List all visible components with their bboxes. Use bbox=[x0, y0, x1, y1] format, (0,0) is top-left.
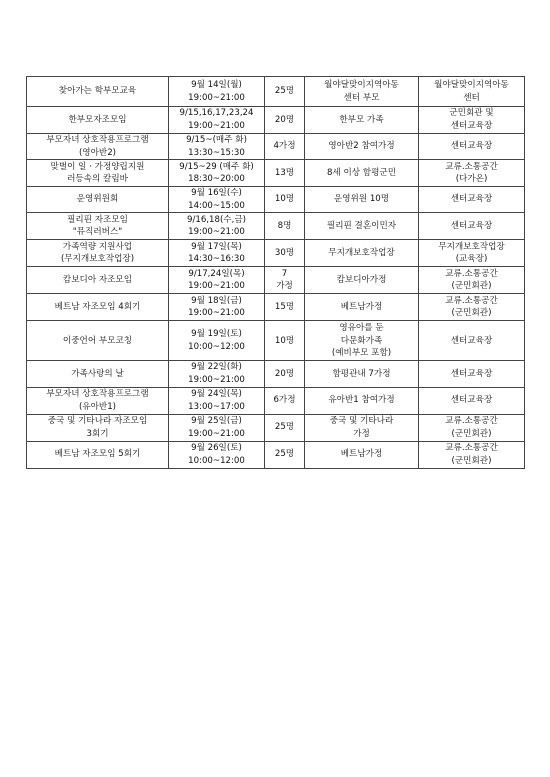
count-cell bbox=[265, 294, 305, 321]
count-cell bbox=[265, 134, 305, 160]
table-row bbox=[27, 107, 525, 134]
datetime-text: 14:00~15:00 bbox=[188, 200, 245, 211]
program-text: 찾아가는 학부모교육 bbox=[58, 86, 137, 97]
place-text: 센터교육장 bbox=[450, 141, 493, 152]
target-cell bbox=[305, 240, 419, 267]
target-text: 베트남가정 bbox=[340, 302, 383, 313]
place-text: 센터교육장 bbox=[450, 121, 493, 131]
target-cell bbox=[305, 414, 419, 441]
place-text: (군민회관) bbox=[451, 281, 492, 292]
place-text: 군민회관 및 bbox=[449, 108, 494, 119]
target-cell bbox=[305, 160, 419, 187]
target-text: 영유아를 둔 bbox=[339, 322, 384, 333]
datetime-text: 9월 14일(월) bbox=[191, 79, 242, 90]
target-text: 무지개보호작업장 bbox=[328, 248, 395, 259]
target-text: 베트남가정 bbox=[340, 449, 383, 460]
datetime-text: 9월 25일(금) bbox=[191, 415, 242, 426]
datetime-text: 14:30~16:30 bbox=[188, 254, 245, 265]
datetime-text: 13:00~17:00 bbox=[188, 401, 245, 412]
place-text: 교류.소통공간 bbox=[445, 442, 498, 453]
place-cell bbox=[419, 240, 525, 267]
count-text: 가정 bbox=[276, 281, 293, 292]
datetime-text: 19:00~21:00 bbox=[188, 374, 245, 385]
program-text: 부모자녀 상호작용프로그램 bbox=[46, 388, 149, 399]
count-text: 20명 bbox=[274, 114, 295, 125]
table-row bbox=[27, 387, 525, 414]
count-cell bbox=[265, 187, 305, 213]
datetime-text: 9/17,24일(목) bbox=[188, 268, 245, 279]
count-cell bbox=[265, 321, 305, 361]
count-text: 20명 bbox=[274, 368, 295, 379]
target-text: 다문화가족 bbox=[340, 335, 383, 346]
count-cell bbox=[265, 387, 305, 414]
datetime-cell bbox=[169, 441, 265, 468]
schedule-table bbox=[26, 76, 525, 469]
count-cell bbox=[265, 414, 305, 441]
table-row bbox=[27, 267, 525, 294]
target-cell bbox=[305, 77, 419, 107]
target-text: 중국 및 기타나라 bbox=[329, 415, 394, 426]
table-row bbox=[27, 160, 525, 187]
program-cell bbox=[27, 187, 169, 213]
table-row bbox=[27, 213, 525, 240]
datetime-text: 9월 16일(수) bbox=[191, 188, 242, 199]
place-cell bbox=[419, 441, 525, 468]
place-cell bbox=[419, 361, 525, 387]
program-cell bbox=[27, 134, 169, 160]
program-text: 베트남 자조모임 5회기 bbox=[54, 449, 141, 460]
target-cell bbox=[305, 187, 419, 213]
target-cell bbox=[305, 134, 419, 160]
target-cell bbox=[305, 107, 419, 134]
place-cell bbox=[419, 414, 525, 441]
target-cell bbox=[305, 294, 419, 321]
datetime-text: 9월 18일(금) bbox=[191, 295, 242, 306]
program-cell bbox=[27, 240, 169, 267]
datetime-text: 19:00~21:00 bbox=[188, 92, 245, 103]
place-cell bbox=[419, 134, 525, 160]
count-cell bbox=[265, 160, 305, 187]
program-cell bbox=[27, 294, 169, 321]
table-row bbox=[27, 187, 525, 213]
datetime-text: 9월 24일(목) bbox=[191, 388, 242, 399]
place-text: 센터교육장 bbox=[450, 335, 493, 346]
place-text: 무지개보호작업장 bbox=[438, 241, 505, 252]
table-row bbox=[27, 441, 525, 468]
program-text: 필리핀 자조모임 bbox=[67, 214, 128, 225]
place-text: 센터교육장 bbox=[450, 221, 493, 232]
program-cell bbox=[27, 321, 169, 361]
place-cell bbox=[419, 213, 525, 240]
place-cell bbox=[419, 321, 525, 361]
datetime-text: 13:30~15:30 bbox=[188, 147, 245, 158]
target-text: 가정 bbox=[353, 428, 370, 439]
target-text: 운영위원 10명 bbox=[333, 194, 390, 205]
program-cell bbox=[27, 213, 169, 240]
datetime-text: 9월 17일(목) bbox=[191, 241, 242, 252]
program-text: 베트남 자조모임 4회기 bbox=[54, 302, 141, 313]
table-row bbox=[27, 134, 525, 160]
count-text: 4가정 bbox=[273, 141, 296, 152]
target-cell bbox=[305, 441, 419, 468]
program-cell bbox=[27, 441, 169, 468]
datetime-cell bbox=[169, 187, 265, 213]
target-text: 한부모 가족 bbox=[339, 114, 384, 125]
count-text: 6가정 bbox=[273, 395, 296, 406]
count-text: 25명 bbox=[274, 86, 295, 97]
datetime-text: 10:00~12:00 bbox=[188, 455, 245, 466]
datetime-cell bbox=[169, 213, 265, 240]
program-text: (무지개보호작업장) bbox=[60, 254, 135, 265]
program-cell bbox=[27, 267, 169, 294]
target-cell bbox=[305, 267, 419, 294]
place-text: (군민회관) bbox=[451, 308, 492, 319]
schedule-table-body bbox=[27, 77, 525, 469]
program-text: "뮤직러버스" bbox=[72, 227, 123, 238]
program-text: 운영위원회 bbox=[76, 194, 119, 205]
place-cell bbox=[419, 267, 525, 294]
program-text: 가족사랑의 날 bbox=[71, 368, 124, 379]
place-cell bbox=[419, 160, 525, 187]
count-cell bbox=[265, 240, 305, 267]
count-text: 25명 bbox=[274, 422, 295, 433]
datetime-cell bbox=[169, 361, 265, 387]
datetime-text: 9월 19일(토) bbox=[191, 329, 242, 340]
datetime-cell bbox=[169, 160, 265, 187]
table-row bbox=[27, 240, 525, 267]
datetime-text: 18:30~20:00 bbox=[188, 174, 245, 185]
table-row bbox=[27, 321, 525, 361]
datetime-text: 9월 26일(토) bbox=[191, 442, 242, 453]
count-cell bbox=[265, 441, 305, 468]
target-text: (예비부모 포함) bbox=[331, 348, 392, 359]
count-text: 7 bbox=[281, 268, 288, 279]
datetime-text: 19:00~21:00 bbox=[188, 121, 245, 131]
datetime-cell bbox=[169, 387, 265, 414]
datetime-cell bbox=[169, 321, 265, 361]
datetime-cell bbox=[169, 294, 265, 321]
count-cell bbox=[265, 213, 305, 240]
target-text: 영아반2 참여가정 bbox=[328, 141, 395, 152]
datetime-text: 9/15~29 (매주 화) bbox=[179, 161, 254, 172]
target-text: 함평관내 7가정 bbox=[332, 368, 391, 379]
place-text: (군민회관) bbox=[451, 428, 492, 439]
target-text: 월야달맞이지역아동 bbox=[324, 79, 399, 90]
target-cell bbox=[305, 213, 419, 240]
datetime-cell bbox=[169, 414, 265, 441]
count-cell bbox=[265, 77, 305, 107]
count-text: 25명 bbox=[274, 449, 295, 460]
program-cell bbox=[27, 77, 169, 107]
datetime-text: 9/15~(매주 화) bbox=[186, 135, 247, 145]
table-row bbox=[27, 414, 525, 441]
target-cell bbox=[305, 321, 419, 361]
target-text: 8세 이상 함평군민 bbox=[326, 167, 397, 178]
datetime-text: 10:00~12:00 bbox=[188, 341, 245, 352]
datetime-text: 19:00~21:00 bbox=[188, 308, 245, 319]
program-text: (영아반2) bbox=[78, 147, 117, 158]
program-text: 가족역량 지원사업 bbox=[62, 241, 133, 252]
program-cell bbox=[27, 414, 169, 441]
count-cell bbox=[265, 267, 305, 294]
program-text: (유아반1) bbox=[78, 401, 117, 412]
target-text: 센터 부모 bbox=[343, 92, 380, 103]
place-text: 센터교육장 bbox=[450, 368, 493, 379]
target-text: 유아반1 참여가정 bbox=[328, 395, 395, 406]
place-cell bbox=[419, 187, 525, 213]
program-text: 부모자녀 상호작용프로그램 bbox=[46, 135, 149, 145]
datetime-text: 19:00~21:00 bbox=[188, 428, 245, 439]
count-text: 15명 bbox=[274, 302, 295, 313]
place-text: (군민회관) bbox=[451, 455, 492, 466]
datetime-text: 9월 22일(화) bbox=[191, 362, 242, 373]
place-cell bbox=[419, 77, 525, 107]
program-cell bbox=[27, 107, 169, 134]
count-cell bbox=[265, 107, 305, 134]
count-cell bbox=[265, 361, 305, 387]
target-cell bbox=[305, 387, 419, 414]
program-text: 맞벌이 일 · 가정양립지원 bbox=[50, 161, 145, 172]
place-text: 월야달맞이지역아동 bbox=[434, 79, 509, 90]
target-cell bbox=[305, 361, 419, 387]
datetime-text: 19:00~21:00 bbox=[188, 227, 245, 238]
program-text: 이중언어 부모코칭 bbox=[62, 335, 133, 346]
program-cell bbox=[27, 387, 169, 414]
place-cell bbox=[419, 294, 525, 321]
program-cell bbox=[27, 160, 169, 187]
program-text: 중국 및 기타나라 자조모임 bbox=[47, 415, 148, 426]
place-text: 교류.소통공간 bbox=[445, 295, 498, 306]
datetime-cell bbox=[169, 267, 265, 294]
target-text: 필리핀 결혼이민자 bbox=[326, 221, 397, 232]
table-row bbox=[27, 361, 525, 387]
datetime-text: 19:00~21:00 bbox=[188, 281, 245, 292]
count-text: 13명 bbox=[274, 167, 295, 178]
count-text: 8명 bbox=[277, 221, 292, 232]
datetime-cell bbox=[169, 107, 265, 134]
place-text: (교육장) bbox=[455, 254, 488, 265]
datetime-cell bbox=[169, 134, 265, 160]
program-text: 3회기 bbox=[86, 428, 109, 439]
datetime-text: 9/15,16,17,23,24 bbox=[179, 108, 254, 119]
table-row bbox=[27, 77, 525, 107]
datetime-cell bbox=[169, 77, 265, 107]
place-cell bbox=[419, 107, 525, 134]
place-text: 센터교육장 bbox=[450, 194, 493, 205]
program-text: 한부모자조모임 bbox=[68, 114, 127, 125]
place-text: (다가온) bbox=[455, 174, 488, 185]
datetime-cell bbox=[169, 240, 265, 267]
place-text: 교류.소통공간 bbox=[445, 268, 498, 279]
datetime-text: 9/16,18(수,금) bbox=[186, 214, 246, 225]
place-cell bbox=[419, 387, 525, 414]
program-text: 러등속의 칼림바 bbox=[67, 174, 128, 185]
place-text: 센터교육장 bbox=[450, 395, 493, 406]
program-cell bbox=[27, 361, 169, 387]
place-text: 교류.소통공간 bbox=[445, 161, 498, 172]
program-text: 캄보디아 자조모임 bbox=[62, 275, 133, 286]
target-text: 캄보디아가정 bbox=[336, 275, 387, 286]
place-text: 센터 bbox=[463, 92, 480, 103]
count-text: 10명 bbox=[274, 335, 295, 346]
count-text: 10명 bbox=[274, 194, 295, 205]
count-text: 30명 bbox=[274, 248, 295, 259]
place-text: 교류.소통공간 bbox=[445, 415, 498, 426]
table-row bbox=[27, 294, 525, 321]
